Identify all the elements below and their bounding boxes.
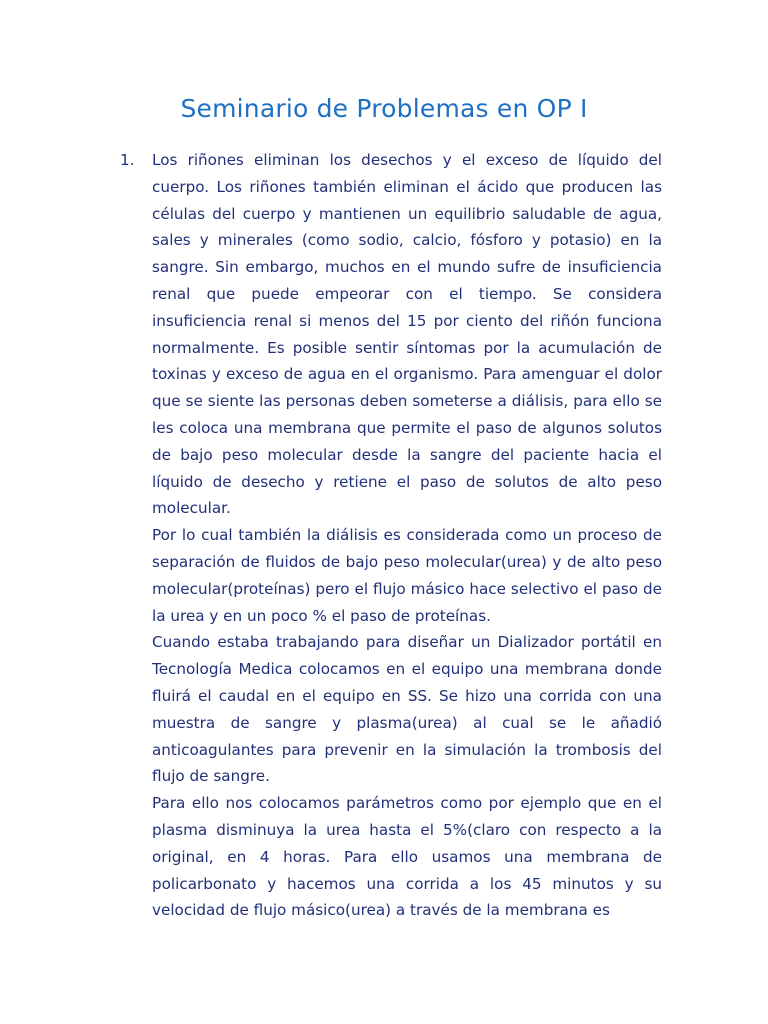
problem-body	[152, 147, 662, 924]
paragraph-1: Los riñones eliminan los desechos y el exceso de líquido del cuerpo. Los riñones también eliminan el ácido que producen las células del cuerpo y mantienen un equilibrio saludable de agua, sales y minerales (como sodio, calcio, fósforo y potasio) en la sangre. Sin embargo, muchos en el mundo sufre de insuficiencia renal que puede empeorar con el tiempo. Se considera insuficiencia renal si menos del 15 por ciento del riñón funciona normalmente. Es posible sentir síntomas por la acumulación de toxinas y exceso de agua en el organismo. Para amenguar el dolor que se siente las personas deben someterse a diálisis, para ello se les coloca una membrana que permite el paso de algunos solutos de bajo peso molecular desde la sangre del paciente hacia el líquido de desecho y retiene el paso de solutos de alto peso molecular.	[152, 151, 662, 518]
paragraph-4: Para ello nos colocamos parámetros como por ejemplo que en el plasma disminuya la urea hasta el 5%(claro con respecto a la original, en 4 horas. Para ello usamos una membrana de policarbonato y hacemos una corrida a los 45 minutos y su velocidad de flujo másico(urea) a través de la membrana es	[152, 794, 662, 920]
paragraph-3: Cuando estaba trabajando para diseñar un Dializador portátil en Tecnología Medica colocamos en el equipo una membrana donde fluirá el caudal en el equipo en SS. Se hizo una corrida con una muestra de sangre y plasma(urea) al cual se le añadió anticoagulantes para prevenir en la simulación la trombosis del flujo de sangre.	[152, 633, 662, 786]
document-title: Seminario de Problemas en OP I	[180, 94, 588, 123]
paragraph-2: Por lo cual también la diálisis es considerada como un proceso de separación de fluidos de bajo peso molecular(urea) y de alto peso molecular(proteínas) pero el flujo másico hace selectivo el paso de la urea y en un poco % el paso de proteínas.	[152, 526, 662, 625]
list-number: 1.	[120, 151, 135, 169]
